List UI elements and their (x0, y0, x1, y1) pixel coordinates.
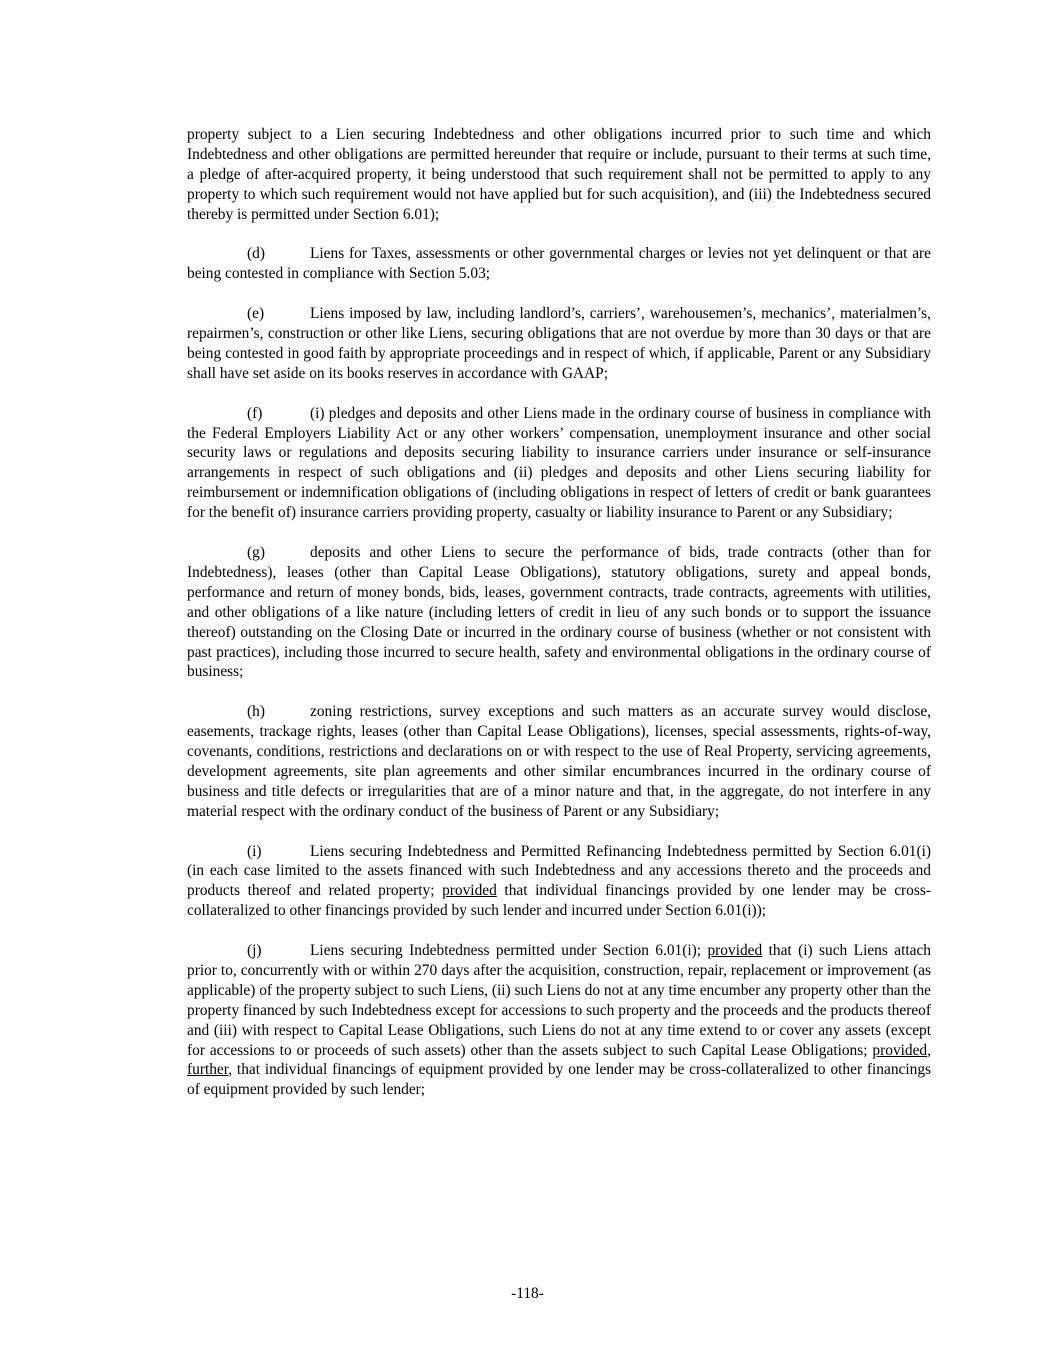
clause-label: (i) (247, 842, 262, 860)
clause-text: that individual financings provided by one lender may be cross-collateralized to other financings provided by such lender and incurred under Section 6.01(i)); (187, 882, 931, 920)
clause-text: Liens securing Indebtedness and Permitted Refinancing Indebtedness permitted by Section 6.01(i) (in each case limited to the assets financed with such Indebtedness and any accessions thereto and the proceeds and products thereof and related property; (187, 842, 931, 900)
clause-text: Liens for Taxes, assessments or other governmental charges or levies not yet delinquent or that are being contested in compliance with Section 5.03; (187, 245, 931, 283)
clause-label: (h) (247, 703, 265, 721)
clause-e (187, 304, 931, 384)
separator: , (927, 1041, 931, 1059)
document-body (187, 125, 931, 1120)
provided-underlined: provided (707, 942, 763, 960)
clause-text: (i) pledges and deposits and other Liens made in the ordinary course of business in compliance with the Federal Employers Liability Act or any other workers’ compensation, unemployment insurance and other social security laws or regulations and deposits securing liability to insurance carriers under insurance or self-insurance arrangements in respect of such obligations and (ii) pledges and deposits and other Liens securing liability for reimbursement or indemnification obligations of (including obligations in respect of letters of credit or bank guarantees for the benefit of) insurance carriers providing property, casualty or liability insurance to Parent or any Subsidiary; (187, 404, 931, 522)
provided-underlined: provided (442, 882, 497, 900)
clause-h (187, 702, 931, 821)
clause-j (187, 941, 931, 1100)
clause-i (187, 842, 931, 922)
clause-text: zoning restrictions, survey exceptions and such matters as an accurate survey would disclose, easements, trackage rights, leases (other than Capital Lease Obligations), licenses, special assessments, rights-of-way, covenants, conditions, restrictions and declarations on or with respect to the use of Real Property, servicing agreements, development agreements, site plan agreements and other similar encumbrances incurred in the ordinary course of business and title defects or irregularities that are of a minor nature and that, in the aggregate, do not interfere in any material respect with the ordinary conduct of the business of Parent or any Subsidiary; (187, 703, 931, 820)
clause-text: that (i) such Liens attach prior to, concurrently with or within 270 days after the acquisition, construction, repair, replacement or improvement (as applicable) of the property subject to such Liens, (ii) such Liens do not at any time encumber any property other than the property financed by such Indebtedness except for accessions to such property and the proceeds and the products thereof and (iii) with respect to Capital Lease Obligations, such Liens do not at any time extend to or cover any assets (except for accessions to or proceeds of such assets) other than the assets subject to such Capital Lease Obligations; (187, 942, 932, 1059)
further-underlined: further (187, 1061, 229, 1079)
continuation-paragraph: property subject to a Lien securing Indebtedness and other obligations incurred prior to such time and which Indebtedness and other obligations are permitted hereunder that require or include, pursuant to their terms at such time, a pledge of after-acquired property, it being understood that such requirement shall not be permitted to apply to any property to which such requirement would not have applied but for such acquisition), and (iii) the Indebtedness secured thereby is permitted under Section 6.01); (187, 126, 931, 223)
clause-label: (f) (247, 404, 263, 422)
clause-text: Liens securing Indebtedness permitted under Section 6.01(i); (310, 942, 702, 960)
clause-text: deposits and other Liens to secure the performance of bids, trade contracts (other than for Indebtedness), leases (other than Capital Lease Obligations), statutory obligations, surety and appeal bonds, performance and return of money bonds, bids, leases, government contracts, trade contracts, agreements with utilities, and other obligations of a like nature (including letters of credit in lieu of any such bonds or to support the issuance thereof) outstanding on the Closing Date or incurred in the ordinary course of business (whether or not consistent with past practices), including those incurred to secure health, safety and environmental obligations in the ordinary course of business; (187, 543, 931, 681)
clause-label: (d) (247, 245, 265, 263)
clause-label: (j) (247, 942, 262, 960)
clause-text: Liens imposed by law, including landlord’s, carriers’, warehousemen’s, mechanics’, materialmen’s, repairmen’s, construction or other like Liens, securing obligations that are not overdue by more than 30 days or that are being contested in good faith by appropriate proceedings and in respect of which, if applicable, Parent or any Subsidiary shall have set aside on its books reserves in accordance with GAAP; (187, 305, 931, 382)
provided-underlined: provided (872, 1041, 928, 1059)
page-number: -118- (511, 1285, 544, 1302)
clause-text: , that individual financings of equipment provided by one lender may be cross-collateralized to other financings of equipment provided by such lender; (187, 1061, 931, 1099)
clause-g (187, 543, 931, 682)
clause-f (187, 404, 931, 523)
clause-label: (e) (247, 305, 265, 323)
clause-d (187, 244, 931, 284)
clause-label: (g) (247, 543, 265, 561)
